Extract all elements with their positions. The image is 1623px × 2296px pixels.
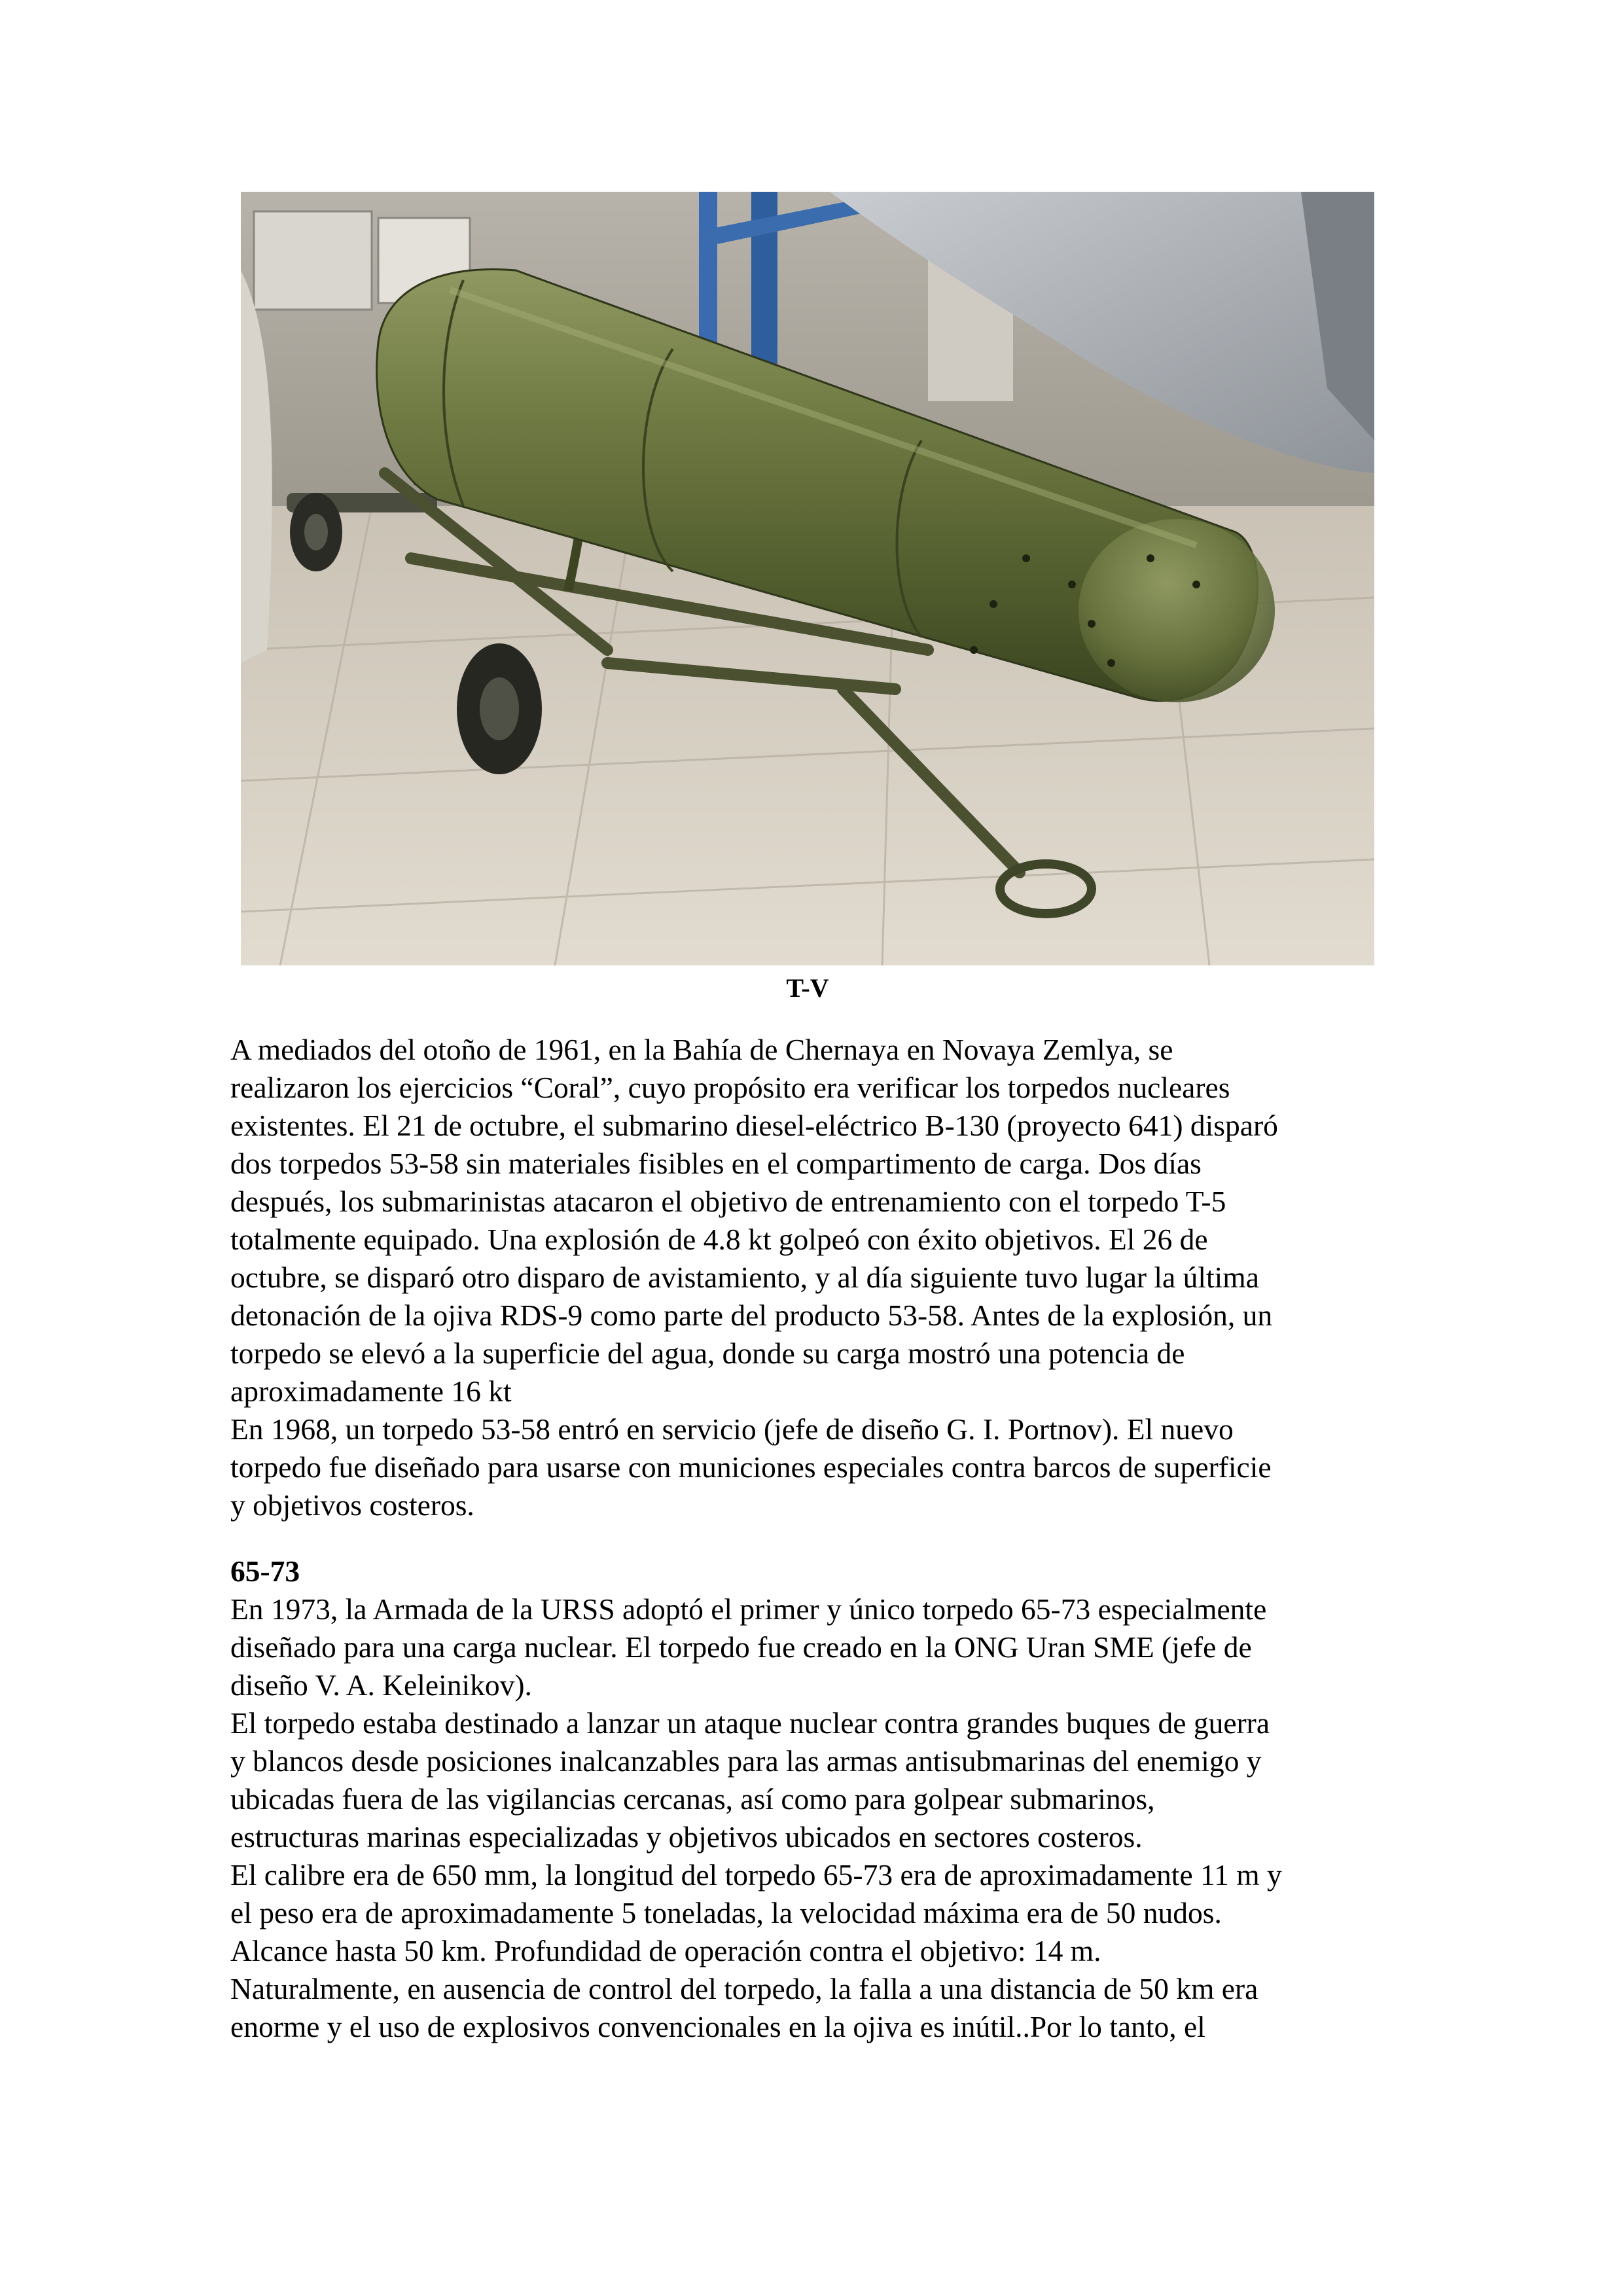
paragraph: El torpedo estaba destinado a lanzar un ataque nuclear contra grandes buques de guerra y blancos desde posiciones inalcanzables para las armas antisubmarinas del enemigo y ubicadas fuera de las vigilancias cercanas, así como para golpear submarinos, estructuras marinas especializadas y objetivos ubicados en sectores costeros.	[230, 1706, 1270, 1854]
paragraph: El calibre era de 650 mm, la longitud del torpedo 65-73 era de aproximadamente 11 m y el peso era de aproximadamente 5 toneladas, la velocidad máxima era de 50 nudos.	[230, 1858, 1282, 1929]
paragraph: Naturalmente, en ausencia de control del torpedo, la falla a una distancia de 50 km era enorme y el uso de explosivos convencionales en la ojiva es inútil..Por lo tanto, el	[230, 1972, 1258, 2043]
paragraph: En 1973, la Armada de la URSS adoptó el primer y único torpedo 65-73 especialmente diseñado para una carga nuclear. El torpedo fue creado en la ONG Uran SME (jefe de diseño V. A. Keleinikov).	[230, 1592, 1267, 1702]
figure-caption: T-V	[786, 973, 829, 1003]
paragraph: A mediados del otoño de 1961, en la Bahía de Chernaya en Novaya Zemlya, se realizaron los ejercicios “Coral”, cuyo propósito era verificar los torpedos nucleares existentes. El 21 de octubre, el submarino diesel-eléctrico B-130 (proyecto 641) disparó dos torpedos 53-58 sin materiales fisibles en el compartimento de carga. Dos días después, los submarinistas atacaron el objetivo de entrenamiento con el torpedo T-5 totalmente equipado. Una explosión de 4.8 kt golpeó con éxito objetivos. El 26 de octubre, se disparó otro disparo de avistamiento, y al día siguiente tuvo lugar la última detonación de la ojiva RDS-9 como parte del producto 53-58. Antes de la explosión, un torpedo se elevó a la superficie del agua, donde su carga mostró una potencia de aproximadamente 16 kt	[230, 1033, 1278, 1408]
body-text-section-1	[230, 1031, 1408, 1524]
section-heading: 65-73	[230, 1554, 300, 1588]
torpedo-illustration	[241, 192, 1374, 965]
torpedo-photo	[241, 192, 1374, 965]
paragraph: En 1968, un torpedo 53-58 entró en servicio (jefe de diseño G. I. Portnov). El nuevo torpedo fue diseñado para usarse con municiones especiales contra barcos de superficie y objetivos costeros.	[230, 1412, 1272, 1522]
paragraph: Alcance hasta 50 km. Profundidad de operación contra el objetivo: 14 m.	[230, 1934, 1101, 1967]
body-text-section-2	[230, 1590, 1408, 2046]
